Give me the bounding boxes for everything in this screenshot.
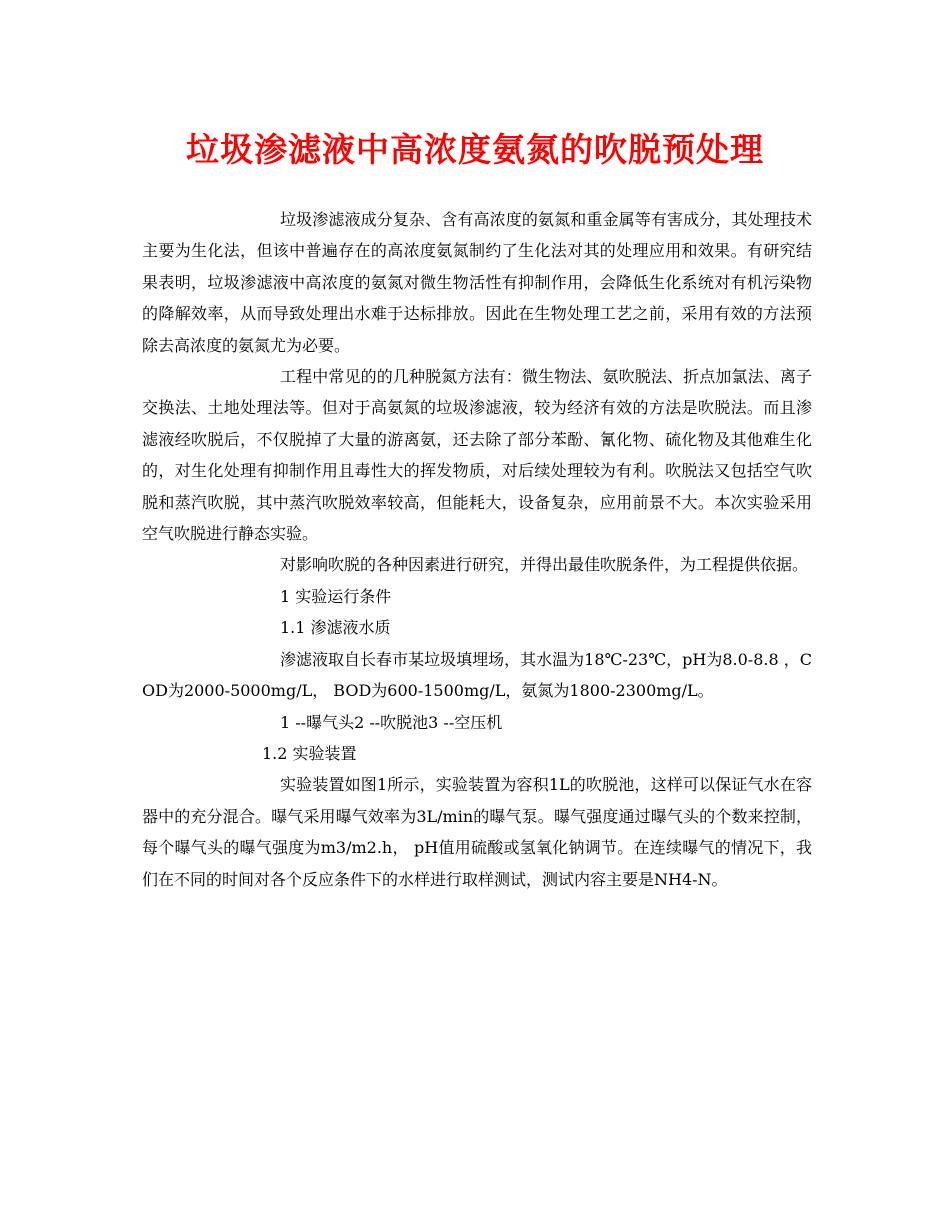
- section-heading-1-2: 1.2 实验装置: [262, 743, 357, 763]
- section-heading-1-1: 1.1 渗滤液水质: [280, 618, 391, 638]
- paragraph-leachate-quality: 渗滤液取自长春市某垃圾填埋场，其水温为18℃-23℃，pH为8.0-8.8 ，COD为2000-5000mg/L， BOD为600-1500mg/L，氨氮为1800-2300mg/L。: [142, 649, 812, 701]
- paragraph-research-purpose: 对影响吹脱的各种因素进行研究，并得出最佳吹脱条件，为工程提供依据。: [280, 555, 809, 575]
- figure-legend: 1 --曝气头2 --吹脱池3 --空压机: [280, 712, 503, 732]
- section-heading-1: 1 实验运行条件: [280, 586, 392, 606]
- paragraph-denitrification-methods: 工程中常见的的几种脱氮方法有：微生物法、氨吹脱法、折点加氯法、离子交换法、土地处理法等。但对于高氨氮的垃圾渗滤液，较为经济有效的方法是吹脱法。而且渗滤液经吹脱后，不仅脱掉了大量的游离氨，还去除了部分苯酚、氰化物、硫化物及其他难生化的，对生化处理有抑制作用且毒性大的挥发物质，对后续处理较为有利。吹脱法又包括空气吹脱和蒸汽吹脱，其中蒸汽吹脱效率较高，但能耗大，设备复杂，应用前景不大。本次实验采用空气吹脱进行静态实验。: [142, 367, 812, 544]
- paragraph-intro: 垃圾渗滤液成分复杂、含有高浓度的氨氮和重金属等有害成分，其处理技术主要为生化法，但该中普遍存在的高浓度氨氮制约了生化法对其的处理应用和效果。有研究结果表明，垃圾渗滤液中高浓度的氨氮对微生物活性有抑制作用，会降低生化系统对有机污染物的降解效率，从而导致处理出水难于达标排放。因此在生物处理工艺之前，采用有效的方法预除去高浓度的氨氮尤为必要。: [142, 210, 812, 355]
- paragraph-experimental-setup: 实验装置如图1所示，实验装置为容积1L的吹脱池，这样可以保证气水在容器中的充分混合。曝气采用曝气效率为3L/min的曝气泵。曝气强度通过曝气头的个数来控制，每个曝气头的曝气强度为m3/m2.h， pH值用硫酸或氢氧化钠调节。在连续曝气的情况下，我们在不同的时间对各个反应条件下的水样进行取样测试，测试内容主要是NH4-N。: [142, 775, 812, 889]
- document-title: 垃圾渗滤液中高浓度氨氮的吹脱预处理: [186, 130, 764, 169]
- document-body: [142, 204, 812, 895]
